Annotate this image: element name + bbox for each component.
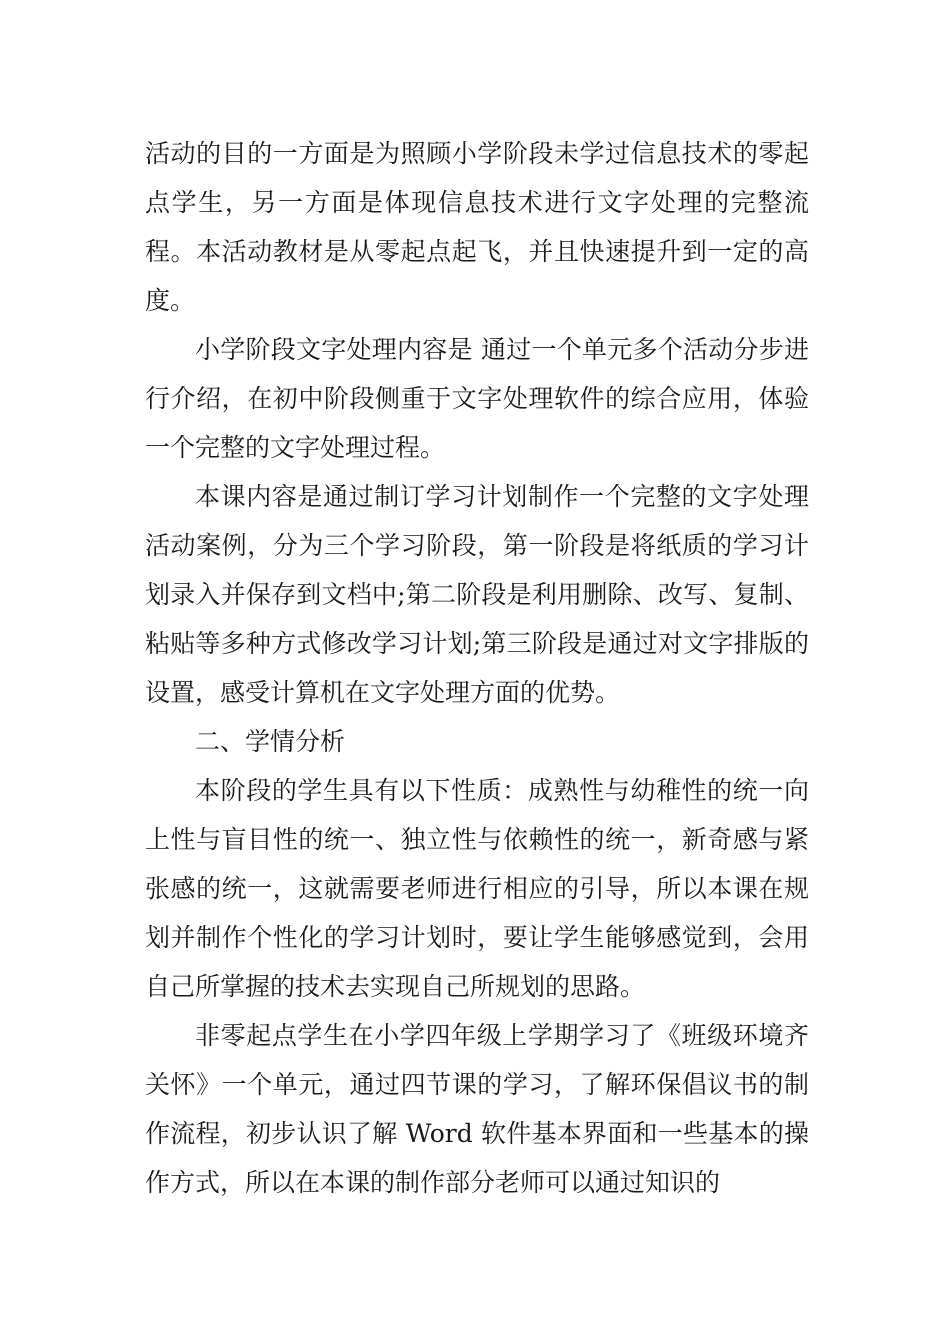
paragraph-3: 本课内容是通过制订学习计划制作一个完整的文字处理活动案例，分为三个学习阶段，第一阶段是将纸质的学习计划录入并保存到文档中;第二阶段是利用删除、改写、复制、粘贴等多种方式修改学习计划;第三阶段是通过对文字排版的设置，感受计算机在文字处理方面的优势。 [145, 482, 809, 707]
document-body [145, 129, 809, 1207]
section-heading: 二、学情分析 [195, 727, 346, 756]
paragraph-4: 本阶段的学生具有以下性质：成熟性与幼稚性的统一向上性与盲目性的统一、独立性与依赖性的统一，新奇感与紧张感的统一，这就需要老师进行相应的引导，所以本课在规划并制作个性化的学习计划时，要让学生能够感觉到，会用自己所掌握的技术去实现自己所规划的思路。 [145, 776, 809, 1001]
paragraph-5: 非零起点学生在小学四年级上学期学习了《班级环境齐关怀》一个单元，通过四节课的学习，了解环保倡议书的制作流程，初步认识了解 Word 软件基本界面和一些基本的操作方式，所以在本课的制作部分老师可以通过知识的 [145, 1021, 809, 1197]
paragraph-1: 活动的目的一方面是为照顾小学阶段未学过信息技术的零起点学生，另一方面是体现信息技术进行文字处理的完整流程。本活动教材是从零起点起飞，并且快速提升到一定的高度。 [145, 139, 809, 315]
paragraph-2: 小学阶段文字处理内容是 通过一个单元多个活动分步进行介绍，在初中阶段侧重于文字处理软件的综合应用，体验一个完整的文字处理过程。 [145, 335, 809, 462]
